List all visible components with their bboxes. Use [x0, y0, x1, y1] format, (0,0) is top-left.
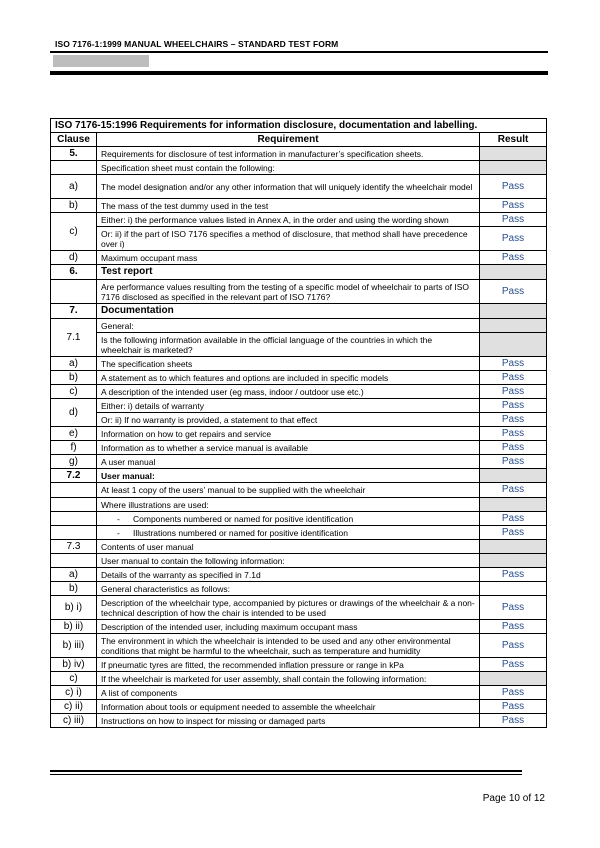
requirement-cell: The specification sheets — [97, 357, 480, 371]
requirement-cell: Details of the warranty as specified in 7.1d — [97, 568, 480, 582]
result-cell-na — [480, 319, 547, 333]
clause-cell: 6. — [51, 265, 97, 280]
result-cell-na — [480, 498, 547, 512]
requirement-cell: Are performance values resulting from the testing of a specific model of wheelchair to parts of ISO 7176 disclosed as specified in the relevant part of ISO 7176? — [97, 280, 480, 304]
clause-cell: a) — [51, 357, 97, 371]
result-cell: Pass — [480, 568, 547, 582]
requirement-cell: At least 1 copy of the users’ manual to be supplied with the wheelchair — [97, 483, 480, 498]
clause-cell: d) — [51, 251, 97, 265]
clause-cell — [51, 526, 97, 540]
result-cell-na — [480, 540, 547, 554]
clause-cell: c) iii) — [51, 714, 97, 728]
result-cell: Pass — [480, 658, 547, 672]
requirement-cell: Requirements for disclosure of test information in manufacturer’s specification sheets. — [97, 147, 480, 161]
requirement-cell: If the wheelchair is marketed for user assembly, shall contain the following information: — [97, 672, 480, 686]
requirement-cell: Instructions on how to inspect for missing or damaged parts — [97, 714, 480, 728]
requirement-cell: - Components numbered or named for positive identification — [97, 512, 480, 526]
requirement-cell: Either: i) details of warranty — [97, 399, 480, 413]
clause-cell — [51, 498, 97, 512]
redacted-block — [53, 55, 149, 67]
requirement-cell: A list of components — [97, 686, 480, 700]
requirement-cell: The mass of the test dummy used in the test — [97, 199, 480, 213]
requirements-table — [50, 118, 547, 728]
clause-cell: f) — [51, 441, 97, 455]
result-cell: Pass — [480, 455, 547, 469]
result-cell: Pass — [480, 175, 547, 199]
result-cell: Pass — [480, 280, 547, 304]
dash-marker: - — [117, 527, 120, 538]
clause-cell: d) — [51, 399, 97, 427]
requirement-cell: The environment in which the wheelchair is intended to be used and any other environmental conditions that might be harmful to the wheelchair, such as temperature and humidity — [97, 634, 480, 658]
requirement-cell: Specification sheet must contain the following: — [97, 161, 480, 175]
result-cell: Pass — [480, 512, 547, 526]
page-number: Page 10 of 12 — [482, 793, 545, 804]
clause-cell — [51, 512, 97, 526]
result-cell: Pass — [480, 596, 547, 620]
requirement-cell: User manual: — [97, 469, 480, 483]
clause-cell: e) — [51, 427, 97, 441]
requirement-cell: A statement as to which features and options are included in specific models — [97, 371, 480, 385]
result-cell-na — [480, 554, 547, 568]
requirement-cell: Either: i) the performance values listed in Annex A, in the order and using the wording shown — [97, 213, 480, 227]
requirement-cell: - Illustrations numbered or named for positive identification — [97, 526, 480, 540]
requirement-cell: Or: ii) if the part of ISO 7176 specifies a method of disclosure, that method shall have precedence over i) — [97, 227, 480, 251]
clause-cell — [51, 161, 97, 175]
clause-cell: b) iii) — [51, 634, 97, 658]
clause-cell: 7.2 — [51, 469, 97, 483]
header-clause: Clause — [51, 133, 97, 147]
clause-cell: a) — [51, 568, 97, 582]
result-cell-na — [480, 147, 547, 161]
result-cell: Pass — [480, 199, 547, 213]
header-result: Result — [480, 133, 547, 147]
clause-cell: c) — [51, 213, 97, 251]
requirement-cell: Contents of user manual — [97, 540, 480, 554]
clause-cell: b) — [51, 199, 97, 213]
clause-cell: c) i) — [51, 686, 97, 700]
requirement-cell: If pneumatic tyres are fitted, the recommended inflation pressure or range in kPa — [97, 658, 480, 672]
clause-cell — [51, 554, 97, 568]
clause-cell: a) — [51, 175, 97, 199]
table-title: ISO 7176-15:1996 Requirements for information disclosure, documentation and labelling. — [51, 119, 547, 133]
requirement-cell: The model designation and/or any other information that will uniquely identify the wheelchair model — [97, 175, 480, 199]
requirement-cell: Documentation — [97, 304, 480, 319]
requirement-cell: Information as to whether a service manual is available — [97, 441, 480, 455]
result-cell: Pass — [480, 251, 547, 265]
requirement-cell: Description of the wheelchair type, accompanied by pictures or drawings of the wheelchair & a non-technical description of how the chair is intended to be used — [97, 596, 480, 620]
requirement-cell: Information about tools or equipment needed to assemble the wheelchair — [97, 700, 480, 714]
result-cell-na — [480, 265, 547, 280]
header-rule — [50, 51, 548, 53]
clause-cell: 7.3 — [51, 540, 97, 554]
clause-cell: c) — [51, 672, 97, 686]
footer-thin-rule — [50, 774, 522, 775]
clause-cell: c) — [51, 385, 97, 399]
clause-cell — [51, 280, 97, 304]
result-cell: Pass — [480, 227, 547, 251]
result-cell: Pass — [480, 634, 547, 658]
header-thick-rule — [50, 71, 548, 75]
requirement-cell: Or: ii) If no warranty is provided, a statement to that effect — [97, 413, 480, 427]
clause-cell: g) — [51, 455, 97, 469]
result-cell: Pass — [480, 686, 547, 700]
result-cell: Pass — [480, 371, 547, 385]
requirement-cell: Maximum occupant mass — [97, 251, 480, 265]
result-cell-na — [480, 161, 547, 175]
requirement-cell: Is the following information available in the official language of the countries in which the wheelchair is marketed? — [97, 333, 480, 357]
result-cell: Pass — [480, 399, 547, 413]
dash-marker: - — [117, 513, 120, 524]
requirement-cell: Test report — [97, 265, 480, 280]
result-cell-empty — [480, 582, 547, 596]
result-cell: Pass — [480, 700, 547, 714]
clause-cell: b) i) — [51, 596, 97, 620]
clause-cell: b) ii) — [51, 620, 97, 634]
result-cell: Pass — [480, 213, 547, 227]
requirement-cell: Description of the intended user, including maximum occupant mass — [97, 620, 480, 634]
requirement-cell: Where illustrations are used: — [97, 498, 480, 512]
result-cell: Pass — [480, 357, 547, 371]
clause-cell: 5. — [51, 147, 97, 161]
requirement-cell: General characteristics as follows: — [97, 582, 480, 596]
result-cell: Pass — [480, 441, 547, 455]
clause-cell: b) — [51, 371, 97, 385]
requirement-cell: A user manual — [97, 455, 480, 469]
result-cell: Pass — [480, 526, 547, 540]
clause-cell: 7. — [51, 304, 97, 319]
result-cell: Pass — [480, 620, 547, 634]
requirement-cell: A description of the intended user (eg mass, indoor / outdoor use etc.) — [97, 385, 480, 399]
clause-cell — [51, 483, 97, 498]
result-cell: Pass — [480, 427, 547, 441]
requirement-cell: General: — [97, 319, 480, 333]
clause-cell: c) ii) — [51, 700, 97, 714]
requirement-cell: User manual to contain the following information: — [97, 554, 480, 568]
result-cell-na — [480, 469, 547, 483]
footer-rule — [50, 770, 522, 772]
result-cell: Pass — [480, 413, 547, 427]
clause-cell: b) iv) — [51, 658, 97, 672]
result-cell-na — [480, 672, 547, 686]
form-header-title: ISO 7176-1:1999 MANUAL WHEELCHAIRS – STANDARD TEST FORM — [55, 39, 339, 49]
clause-cell: b) — [51, 582, 97, 596]
result-cell-na — [480, 333, 547, 357]
clause-cell: 7.1 — [51, 319, 97, 357]
result-cell-na — [480, 304, 547, 319]
result-cell: Pass — [480, 714, 547, 728]
header-requirement: Requirement — [97, 133, 480, 147]
result-cell: Pass — [480, 385, 547, 399]
requirement-cell: Information on how to get repairs and service — [97, 427, 480, 441]
result-cell: Pass — [480, 483, 547, 498]
